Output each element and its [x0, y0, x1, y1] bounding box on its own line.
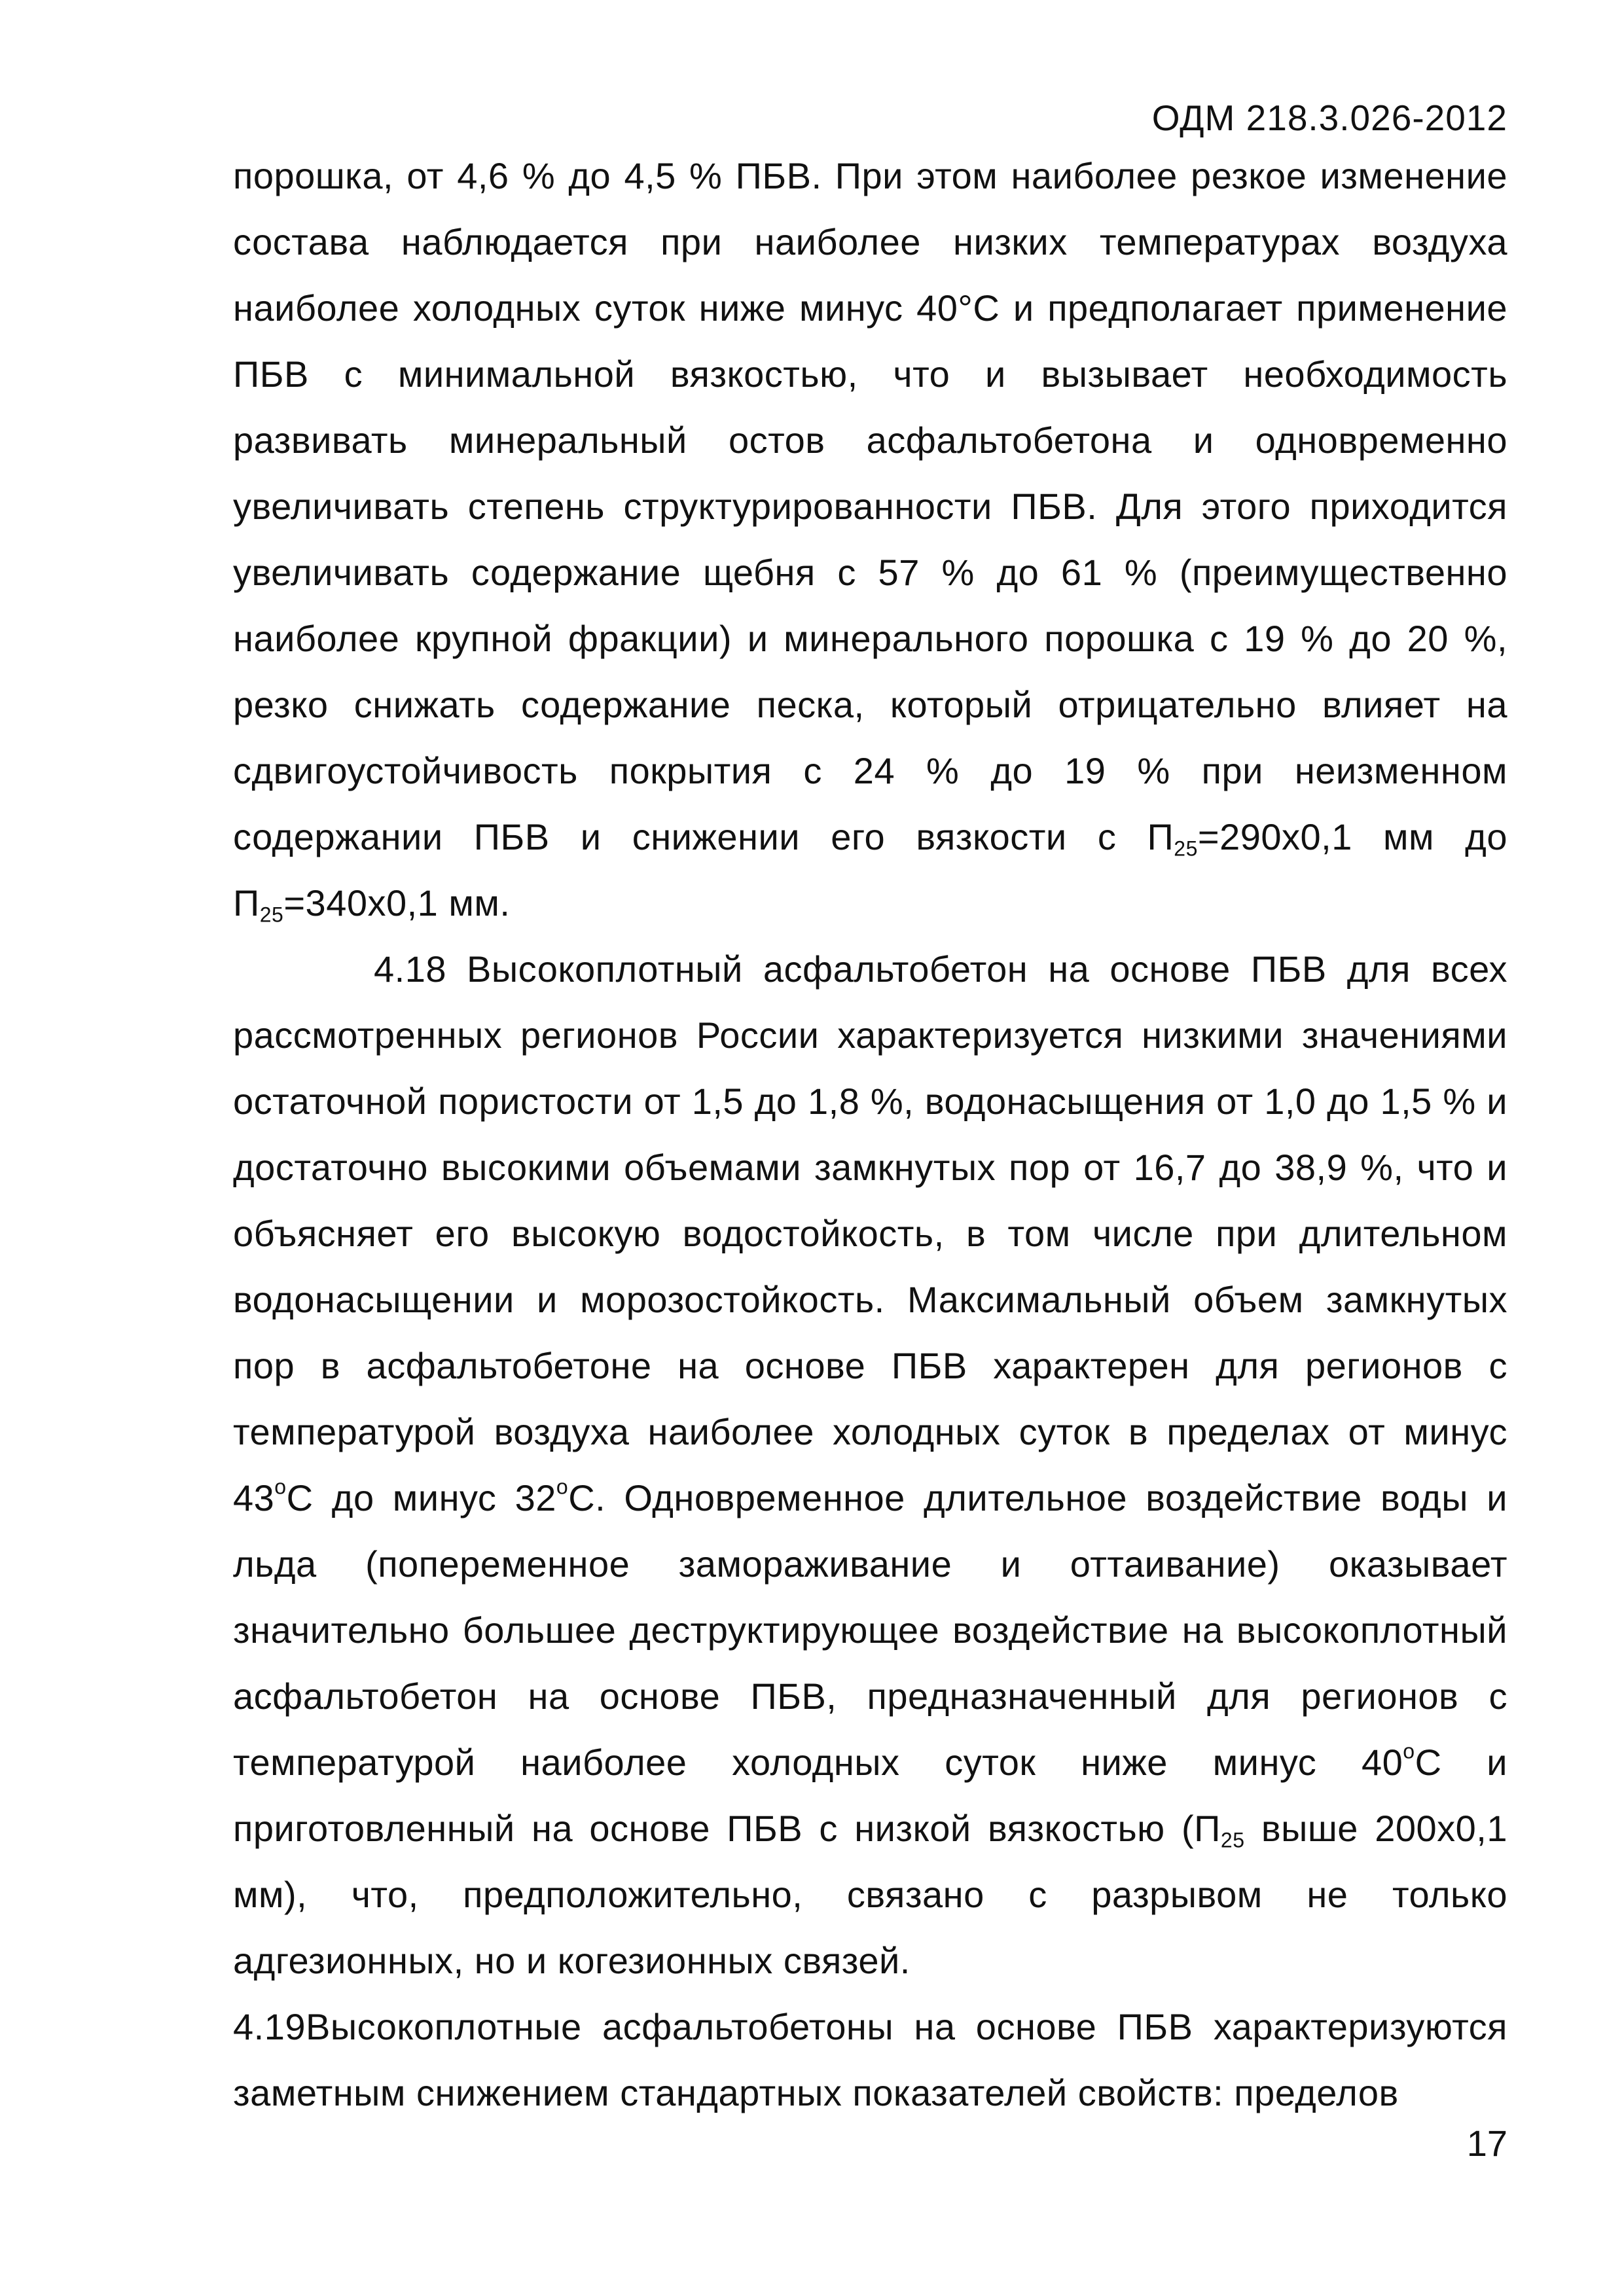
document-body	[233, 143, 1507, 2126]
paragraph-continuation: порошка, от 4,6 % до 4,5 % ПБВ. При этом наиболее резкое изменение состава наблюдается при наиболее низких температурах воздуха наиболее холодных суток ниже минус 40°С и предполагает применение ПБВ с минимальной вязкостью, что и вызывает необходимость развивать минеральный остов асфальтобетона и одновременно увеличивать степень структурированности ПБВ. Для этого приходится увеличивать содержание щебня с 57 % до 61 % (преимущественно наиболее крупной фракции) и минерального порошка с 19 % до 20 %, резко снижать содержание песка, который отрицательно влияет на сдвигоустойчивость покрытия с 24 % до 19 % при неизменном содержании ПБВ и снижении его вязкости с $П_{25}=290х0,1$ мм до $П_{25}=340х0,1$ мм.	[233, 155, 1507, 927]
paragraph-4-19: 4.19Высокоплотные асфальтобетоны на основе ПБВ характеризуются заметным снижением стандартных показателей свойств: пределов	[233, 2006, 1507, 2113]
page-number: 17	[1466, 2123, 1507, 2164]
document-code: ОДМ 218.3.026-2012	[1151, 98, 1507, 138]
paragraph-4-18: 4.18 Высокоплотный асфальтобетон на основе ПБВ для всех рассмотренных регионов России характеризуется низкими значениями остаточной пористости от 1,5 до 1,8 %, водонасыщения от 1,0 до 1,5 % и достаточно высокими объемами замкнутых пор от 16,7 до 38,9 %, что и объясняет его высокую водостойкость, в том числе при длительном водонасыщении и морозостойкость. Максимальный объем замкнутых пор в асфальтобетоне на основе ПБВ характерен для регионов с температурой воздуха наиболее холодных суток в пределах от минус $43^оС$ до минус $32^оС$. Одновременное длительное воздействие воды и льда (попеременное замораживание и оттаивание) оказывает значительно большее деструктирующее воздействие на высокоплотный асфальтобетон на основе ПБВ, предназначенный для регионов с температурой наиболее холодных суток ниже минус $40^оС$ и приготовленный на основе ПБВ с низкой вязкостью ($П_{25}$ выше 200х0,1 мм), что, предположительно, связано с разрывом не только адгезионных, но и когезионных связей.	[233, 948, 1508, 1981]
